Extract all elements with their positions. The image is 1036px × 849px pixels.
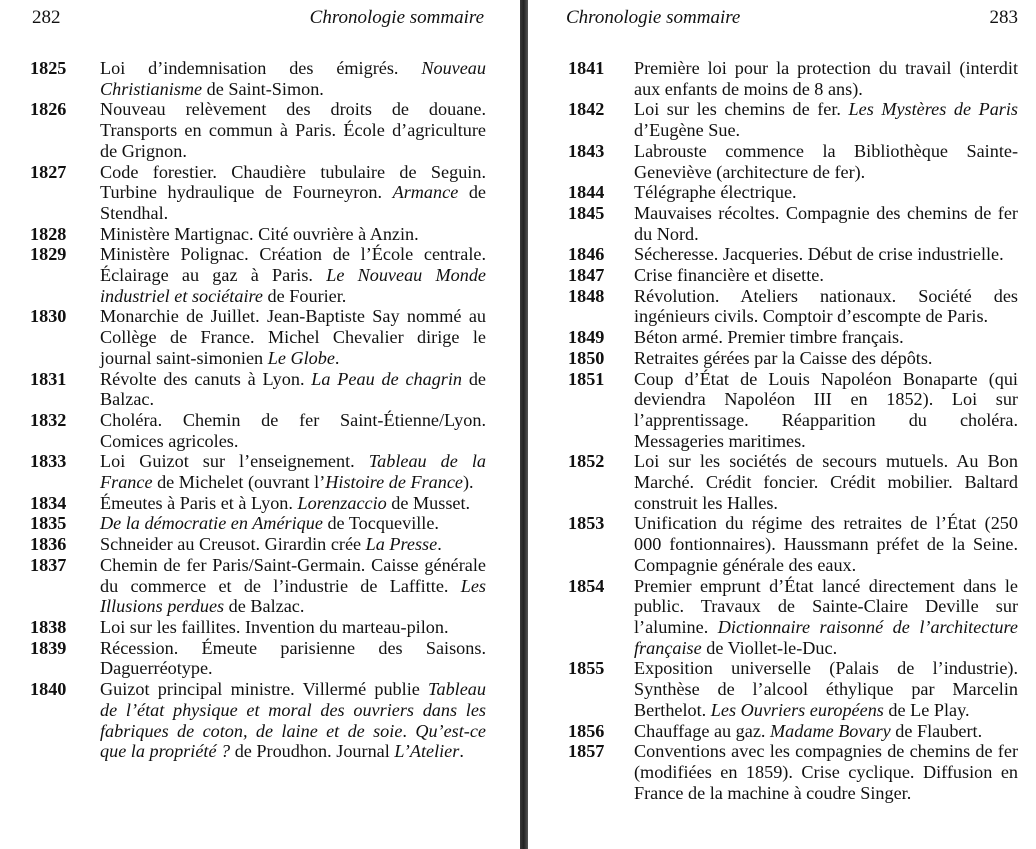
entry-text-segment: Émeutes à Paris et à Lyon. — [100, 492, 298, 513]
entry-title-italic: Le Globe — [267, 347, 335, 368]
entry-text — [100, 244, 486, 306]
entry-title-italic: La Presse — [365, 534, 438, 555]
entry-year: 1852 — [568, 451, 605, 472]
entry-text — [634, 244, 1018, 265]
entry-text-segment: Labrouste commence la Bibliothèque Sainte-Geneviève (architecture de fer). — [634, 140, 1018, 182]
entry-text-segment: de Tocqueville. — [322, 513, 439, 534]
entry-year: 1837 — [30, 554, 67, 575]
entry-text-segment: Chauffage au gaz. — [634, 720, 771, 741]
entry-text — [100, 306, 486, 368]
entry-text — [100, 555, 486, 617]
entry-text-segment: Code forestier. Chaudière tubulaire de Seguin. Turbine hydraulique de Fourneyron. — [100, 161, 486, 203]
entry-text-segment: de Balzac. — [100, 368, 486, 410]
chronology-entry — [30, 555, 486, 617]
entry-year: 1842 — [568, 99, 605, 120]
chronology-entry — [568, 348, 1018, 369]
entry-text — [634, 369, 1018, 452]
entry-year: 1854 — [568, 575, 605, 596]
entry-text-segment: de Michelet (ouvrant l’ — [152, 472, 326, 493]
chronology-entry — [30, 58, 486, 99]
entry-text — [634, 327, 1018, 348]
entry-text — [634, 721, 1018, 742]
entry-title-italic: De la démocratie en Amérique — [100, 513, 323, 534]
entry-text-segment: Chemin de fer Paris/Saint-Germain. Caisse générale du commerce et de l’industrie de Laffitte. — [100, 554, 486, 596]
entry-text-segment: Guizot principal ministre. Villermé publie — [100, 679, 429, 700]
entry-text — [100, 224, 486, 245]
chronology-entry — [568, 141, 1018, 182]
chronology-entry — [30, 99, 486, 161]
chronology-entry — [568, 658, 1018, 720]
entry-text-segment: de Balzac. — [224, 596, 305, 617]
entry-text-segment: ). — [463, 472, 474, 493]
entry-text-segment: de Proudhon. Journal — [230, 741, 395, 762]
entry-text — [100, 638, 486, 679]
entry-text-segment: de Le Play. — [883, 699, 970, 720]
entry-text-segment: Schneider au Creusot. Girardin crée — [100, 534, 366, 555]
chronology-entry — [568, 58, 1018, 99]
chronology-entry — [30, 410, 486, 451]
entry-year: 1839 — [30, 637, 67, 658]
entry-title-italic: Histoire de France — [325, 472, 463, 493]
entry-text — [100, 162, 486, 224]
chronology-entry — [30, 493, 486, 514]
entry-year: 1838 — [30, 616, 67, 637]
entry-text-segment: Télégraphe électrique. — [634, 182, 797, 203]
entry-text-segment: Conventions avec les compagnies de chemins de fer (modifiées en 1859). Crise cyclique. Diffusion en France de la machine à coudre Singer. — [634, 741, 1018, 803]
entry-text-segment: Coup d’État de Louis Napoléon Bonaparte (qui deviendra Napoléon III en 1852). Loi sur l’apprentissage. Réapparition du choléra. Messageries maritimes. — [634, 368, 1018, 451]
chronology-entry — [30, 369, 486, 410]
chronology-entry — [30, 638, 486, 679]
entry-text-segment: Loi sur les sociétés de secours mutuels. Au Bon Marché. Crédit foncier. Crédit mobilier. Baltard construit les Halles. — [634, 451, 1018, 513]
entry-year: 1835 — [30, 513, 67, 534]
entry-year: 1836 — [30, 534, 67, 555]
entry-year: 1857 — [568, 741, 605, 762]
chronology-entry — [30, 244, 486, 306]
entry-text-segment: de Fourier. — [263, 285, 347, 306]
chronology-entry — [568, 721, 1018, 742]
entry-year: 1851 — [568, 368, 605, 389]
entry-title-italic: Tableau de la France — [100, 451, 486, 493]
entry-text-segment: Retraites gérées par la Caisse des dépôts. — [634, 347, 933, 368]
entry-text — [100, 493, 486, 514]
chronology-entry — [568, 513, 1018, 575]
chronology-entry — [568, 265, 1018, 286]
chronology-entry — [30, 306, 486, 368]
entry-text-segment: . — [334, 347, 340, 368]
chronology-entry — [30, 679, 486, 762]
entry-title-italic: Madame Bovary — [770, 720, 891, 741]
chronology-entry — [568, 576, 1018, 659]
entry-year: 1826 — [30, 99, 67, 120]
entry-title-italic: L’Atelier — [394, 741, 460, 762]
entry-year: 1846 — [568, 244, 605, 265]
right-page — [528, 0, 1036, 849]
entry-text — [634, 141, 1018, 182]
entry-text-segment: Révolte des canuts à Lyon. — [100, 368, 312, 389]
entry-year: 1841 — [568, 58, 605, 78]
entry-year: 1850 — [568, 347, 605, 368]
entry-year: 1829 — [30, 244, 67, 265]
entry-text — [634, 348, 1018, 369]
entry-text — [634, 741, 1018, 803]
entry-title-italic: Les Illusions perdues — [100, 575, 486, 617]
chronology-list — [30, 58, 486, 762]
book-gutter — [520, 0, 528, 849]
entry-year: 1830 — [30, 306, 67, 327]
entry-title-italic: Qu’est-ce que la propriété ? — [100, 720, 487, 762]
chronology-entry — [30, 162, 486, 224]
entry-year: 1848 — [568, 285, 605, 306]
entry-text — [634, 265, 1018, 286]
entry-text — [100, 58, 486, 99]
entry-year: 1825 — [30, 58, 67, 78]
entry-year: 1845 — [568, 202, 605, 223]
entry-text-segment: Choléra. Chemin de fer Saint-Étienne/Lyon. Comices agricoles. — [100, 409, 486, 451]
entry-year: 1844 — [568, 182, 605, 203]
entry-text-segment: Monarchie de Juillet. Jean-Baptiste Say nommé au Collège de France. Michel Chevalier dirige le journal saint-simonien — [100, 306, 486, 368]
entry-title-italic: Les Mystères de Paris — [848, 99, 1018, 120]
page-number: 282 — [32, 7, 61, 28]
entry-text — [634, 182, 1018, 203]
entry-text-segment: Béton armé. Premier timbre français. — [634, 327, 904, 348]
entry-text-segment: Révolution. Ateliers nationaux. Société des ingénieurs civils. Comptoir d’escompte de Paris. — [634, 285, 1018, 327]
entry-text-segment: de Musset. — [386, 492, 471, 513]
chronology-entry — [30, 534, 486, 555]
entry-title-italic: Lorenzaccio — [297, 492, 387, 513]
entry-title-italic: Nouveau Christianisme — [100, 58, 486, 99]
entry-text-segment: Nouveau relèvement des droits de douane. Transports en commun à Paris. École d’agriculture de Grignon. — [100, 99, 486, 161]
entry-text-segment: Sécheresse. Jacqueries. Début de crise industrielle. — [634, 244, 1004, 265]
entry-year: 1847 — [568, 265, 605, 286]
running-head: Chronologie sommaire — [566, 7, 741, 28]
entry-text-segment: Premier emprunt d’État lancé directement dans le public. Travaux de Sainte-Claire Deville sur l’alumine. — [634, 575, 1018, 637]
entry-year: 1840 — [30, 679, 67, 700]
entry-text — [100, 99, 486, 161]
chronology-entry — [30, 513, 486, 534]
chronology-entry — [568, 451, 1018, 513]
entry-text-segment: de Viollet-le-Duc. — [701, 637, 838, 658]
entry-text-segment: de Saint-Simon. — [202, 78, 324, 99]
entry-text-segment: d’Eugène Sue. — [634, 120, 741, 141]
entry-text-segment: de Stendhal. — [100, 182, 486, 223]
running-head: Chronologie sommaire — [309, 7, 484, 28]
entry-title-italic: Les Ouvriers européens — [710, 699, 884, 720]
chronology-entry — [30, 617, 486, 638]
entry-text — [100, 679, 486, 762]
entry-text-segment: . — [402, 720, 416, 741]
entry-year: 1843 — [568, 140, 605, 161]
entry-text-segment: Loi sur les faillites. Invention du marteau-pilon. — [100, 616, 449, 637]
chronology-entry — [568, 244, 1018, 265]
entry-year: 1828 — [30, 223, 67, 244]
entry-text-segment: . — [459, 741, 464, 762]
entry-text — [634, 286, 1018, 327]
entry-text — [100, 451, 486, 492]
entry-year: 1853 — [568, 513, 605, 534]
entry-text-segment: Loi Guizot sur l’enseignement. — [100, 451, 369, 472]
entry-text — [634, 58, 1018, 99]
entry-text-segment: Ministère Martignac. Cité ouvrière à Anzin. — [100, 223, 419, 244]
entry-year: 1855 — [568, 658, 605, 679]
entry-text-segment: de Flaubert. — [890, 720, 983, 741]
entry-text-segment: . — [437, 534, 442, 555]
entry-text-segment: Première loi pour la protection du travail (interdit aux enfants de moins de 8 ans). — [634, 58, 1018, 99]
entry-year: 1833 — [30, 451, 67, 472]
entry-year: 1856 — [568, 720, 605, 741]
chronology-entry — [30, 224, 486, 245]
chronology-entry — [568, 182, 1018, 203]
entry-text — [634, 203, 1018, 244]
chronology-entry — [568, 99, 1018, 140]
entry-text — [100, 369, 486, 410]
entry-text — [634, 513, 1018, 575]
entry-text-segment: Ministère Polignac. Création de l’École centrale. Éclairage au gaz à Paris. — [100, 244, 486, 286]
entry-text-segment: Loi d’indemnisation des émigrés. — [100, 58, 422, 78]
entry-text-segment: Exposition universelle (Palais de l’industrie). Synthèse de l’alcool éthylique par Marcelin Berthelot. — [634, 658, 1018, 720]
entry-title-italic: La Peau de chagrin — [311, 368, 463, 389]
entry-title-italic: Armance — [392, 182, 459, 203]
chronology-entry — [568, 741, 1018, 803]
entry-text-segment: Loi sur les chemins de fer. — [634, 99, 849, 120]
chronology-entry — [568, 327, 1018, 348]
chronology-entry — [568, 369, 1018, 452]
chronology-entry — [568, 286, 1018, 327]
entry-text — [100, 617, 486, 638]
chronology-entry — [568, 203, 1018, 244]
entry-year: 1827 — [30, 161, 67, 182]
entry-text — [634, 576, 1018, 659]
entry-title-italic: Le Nouveau Monde industriel et sociétaire — [100, 265, 487, 306]
entry-year: 1834 — [30, 492, 67, 513]
entry-text — [634, 451, 1018, 513]
entry-year: 1831 — [30, 368, 67, 389]
entry-text-segment: Crise financière et disette. — [634, 265, 824, 286]
entry-text — [634, 99, 1018, 140]
entry-text — [100, 513, 486, 534]
chronology-entry — [30, 451, 486, 492]
entry-text — [100, 410, 486, 451]
entry-text-segment: Unification du régime des retraites de l’État (250 000 fontionnaires). Haussmann préfet de la Seine. Compagnie générale des eaux. — [634, 513, 1018, 575]
page-number: 283 — [989, 7, 1018, 28]
entry-text — [634, 658, 1018, 720]
entry-title-italic: Dictionnaire raisonné de l’architecture française — [634, 616, 1018, 658]
entry-year: 1849 — [568, 327, 605, 348]
entry-text-segment: Récession. Émeute parisienne des Saisons. Daguerréotype. — [100, 637, 486, 679]
chronology-list — [568, 58, 1018, 803]
entry-year: 1832 — [30, 409, 67, 430]
entry-text — [100, 534, 486, 555]
entry-text-segment: Mauvaises récoltes. Compagnie des chemins de fer du Nord. — [634, 202, 1018, 244]
entry-title-italic: Tableau de l’état physique et moral des ouvriers dans les fabriques de coton, de laine et de soie — [100, 679, 486, 741]
